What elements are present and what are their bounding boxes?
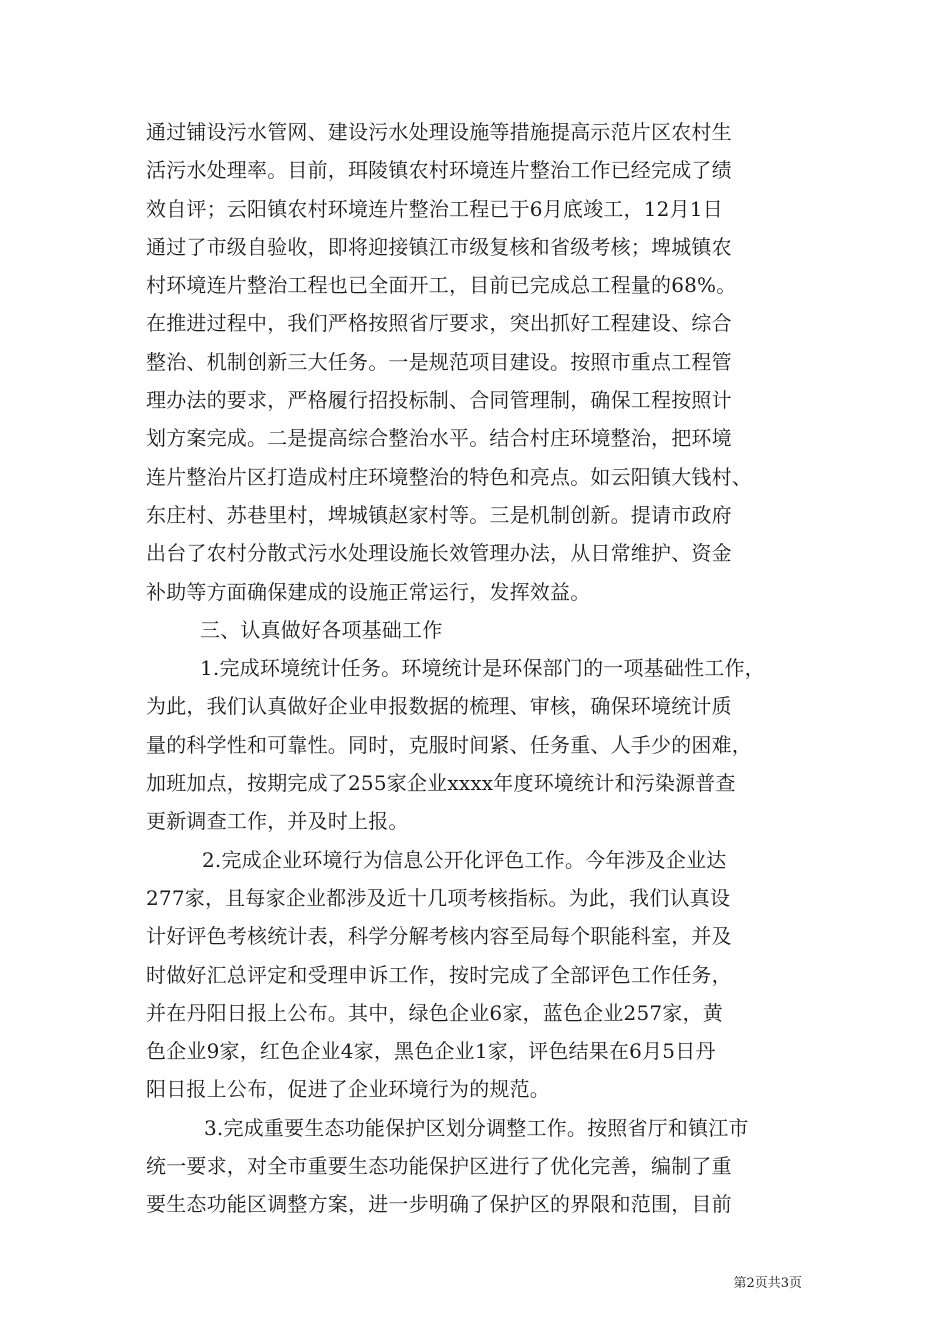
text-line: 时做好汇总评定和受理申诉工作，按时完成了全部评色工作任务，: [146, 962, 732, 987]
text-line: 加班加点，按期完成了255家企业xxxx年度环境统计和污染源普查: [146, 771, 736, 796]
text-line: 并在丹阳日报上公布。其中，绿色企业6家，蓝色企业257家，黄: [146, 1000, 723, 1025]
text-line: 2.完成企业环境行为信息公开化评色工作。今年涉及企业达: [202, 847, 727, 872]
text-line: 出台了农村分散式污水处理设施长效管理办法，从日常维护、资金: [146, 541, 732, 566]
text-line: 计好评色考核统计表，科学分解考核内容至局每个职能科室，并及: [146, 924, 732, 949]
text-line: 东庄村、苏巷里村，埤城镇赵家村等。三是机制创新。提请市政府: [146, 502, 732, 527]
text-line: 理办法的要求，严格履行招投标制、合同管理制，确保工程按照计: [146, 388, 732, 413]
page-number: 第2页共3页: [733, 1276, 802, 1291]
text-line: 村环境连片整治工程也已全面开工，目前已完成总工程量的68%。: [146, 273, 737, 298]
text-line: 为此，我们认真做好企业申报数据的梳理、审核，确保环境统计质: [146, 694, 732, 719]
text-line: 阳日报上公布，促进了企业环境行为的规范。: [146, 1077, 550, 1102]
text-line: 补助等方面确保建成的设施正常运行，发挥效益。: [146, 579, 591, 604]
text-line: 3.完成重要生态功能保护区划分调整工作。按照省厅和镇江市: [204, 1115, 749, 1140]
text-line: 通过了市级自验收，即将迎接镇江市级复核和省级考核；埤城镇农: [146, 234, 732, 259]
text-line: 整治、机制创新三大任务。一是规范项目建设。按照市重点工程管: [146, 349, 732, 374]
text-line: 277家，且每家企业都涉及近十几项考核指标。为此，我们认真设: [146, 885, 731, 910]
text-line: 划方案完成。二是提高综合整治水平。结合村庄环境整治，把环境: [146, 426, 732, 451]
text-line: 量的科学性和可靠性。同时，克服时间紧、任务重、人手少的困难，: [146, 732, 752, 757]
text-line: 在推进过程中，我们严格按照省厅要求，突出抓好工程建设、综合: [146, 311, 732, 336]
body-text: [146, 113, 806, 1224]
text-line: 效自评；云阳镇农村环境连片整治工程已于6月底竣工，12月1日: [146, 196, 723, 221]
text-line: 色企业9家，红色企业4家，黑色企业1家，评色结果在6月5日丹: [146, 1039, 716, 1064]
section-heading: 三、认真做好各项基础工作: [200, 617, 443, 642]
text-line: 1.完成环境统计任务。环境统计是环保部门的一项基础性工作，: [200, 656, 765, 681]
text-line: 统一要求，对全市重要生态功能保护区进行了优化完善，编制了重: [146, 1154, 732, 1179]
text-line: 通过铺设污水管网、建设污水处理设施等措施提高示范片区农村生: [146, 120, 732, 144]
text-line: 连片整治片区打造成村庄环境整治的特色和亮点。如云阳镇大钱村、: [146, 464, 752, 489]
text-line: 活污水处理率。目前，珥陵镇农村环境连片整治工作已经完成了绩: [146, 158, 732, 183]
text-line: 更新调查工作，并及时上报。: [146, 809, 409, 834]
text-line: 要生态功能区调整方案，进一步明确了保护区的界限和范围，目前: [146, 1192, 732, 1217]
